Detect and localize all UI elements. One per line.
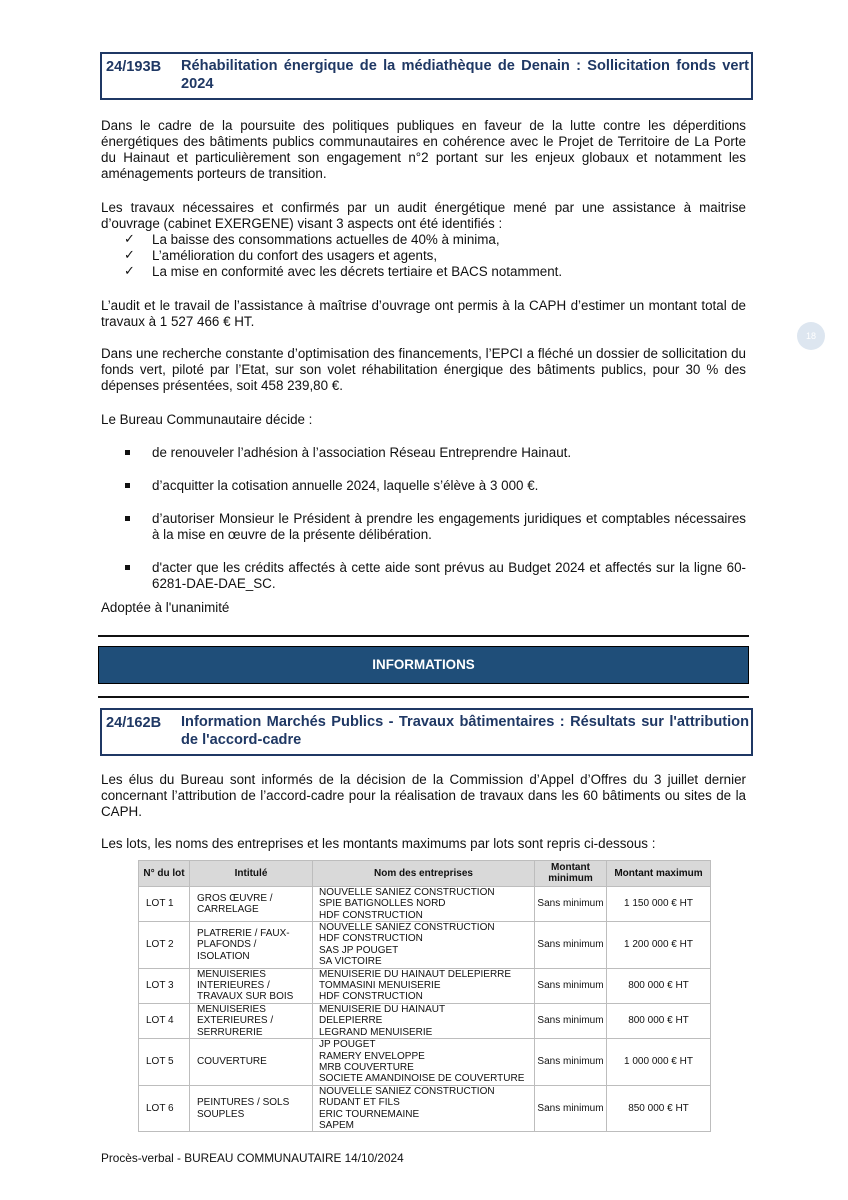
company-name: NOUVELLE SANIEZ CONSTRUCTION [319,1085,495,1097]
table-row [139,1085,711,1132]
section-title-box [100,52,753,100]
max-amount-cell: 1 150 000 € HT [607,886,711,921]
paragraph: Les lots, les noms des entreprises et les montants maximums par lots sont repris ci-dessous : [101,836,656,851]
bullet-icon [125,450,130,455]
title-cell: COUVERTURE [190,1039,313,1086]
max-amount-cell: 800 000 € HT [607,968,711,1003]
company-name: SA VICTOIRE [319,956,382,968]
page-footer: Procès-verbal - BUREAU COMMUNAUTAIRE 14/10/2024 [101,1151,404,1165]
min-amount-cell: Sans minimum [535,1039,607,1086]
title-cell: PLATRERIE / FAUX-PLAFONDS / ISOLATION [190,922,313,969]
company-name: RUDANT ET FILS [319,1097,400,1109]
decision-intro: Le Bureau Communautaire décide : [101,412,313,427]
lot-cell: LOT 4 [139,1003,190,1038]
companies-cell [313,922,535,969]
company-name: HDF CONSTRUCTION [319,909,423,921]
table-body [139,886,711,1132]
bullet-icon [125,483,130,488]
max-amount-cell: 800 000 € HT [607,1003,711,1038]
table-row [139,1003,711,1038]
company-name: TOMMASINI MENUISERIE [319,980,441,992]
max-amount-cell: 850 000 € HT [607,1085,711,1132]
checklist [122,232,742,280]
column-header: Nom des entreprises [313,861,535,887]
company-name: MRB COUVERTURE [319,1061,414,1073]
lot-cell: LOT 1 [139,886,190,921]
min-amount-cell: Sans minimum [535,922,607,969]
company-name: MENUISERIE DU HAINAUT DELEPIERRE [319,968,512,980]
list-item: ✓ La mise en conformité avec les décrets tertiaire et BACS notamment. [124,264,563,279]
companies-cell [313,968,535,1003]
section-banner: INFORMATIONS [98,646,749,684]
min-amount-cell: Sans minimum [535,968,607,1003]
list-item: d'acter que les crédits affectés à cette aide sont prévus au Budget 2024 et affectés sur la ligne 60-6281-DAE-DAE_SC. [120,560,746,592]
company-name: SAPEM [319,1119,355,1131]
section-title-box [100,708,753,756]
paragraph: Dans le cadre de la poursuite des politiques publiques en faveur de la lutte contre les déperditions énergétiques des bâtiments publics communautaires en cohérence avec le Projet de Territoire de La Porte du Hainaut et particulièrement son engagement n°2 portant sur les enjeux globaux et notamment les aménagements porteurs de transition. [101,118,746,181]
lot-cell: LOT 5 [139,1039,190,1086]
column-header: Montant maximum [607,861,711,887]
company-name: JP POUGET [319,1039,376,1051]
table-row [139,886,711,921]
company-name: NOUVELLE SANIEZ CONSTRUCTION [319,886,495,898]
deliberation-number: 24/193B [106,59,162,75]
companies-cell [313,886,535,921]
list-item: d’autoriser Monsieur le Président à prendre les engagements juridiques et comptables nécessaires à la mise en œuvre de la présente délibération. [120,511,746,543]
check-icon: ✓ [124,232,135,247]
check-icon: ✓ [124,248,135,263]
company-name: HDF CONSTRUCTION [319,933,423,945]
paragraph: Dans une recherche constante d’optimisation des financements, l’EPCI a fléché un dossier de sollicitation du fonds vert, piloté par l’Etat, sur son volet réhabilitation énergique des bâtiments publics, pour 30 % des dépenses présentées, soit 458 239,80 €. [101,346,746,393]
lots-table [138,860,711,1132]
table-header-row [139,861,711,887]
company-name: MENUISERIE DU HAINAUT [319,1003,446,1015]
title-cell: PEINTURES / SOLS SOUPLES [190,1085,313,1132]
title-cell: MENUISERIES INTERIEURES / TRAVAUX SUR BOIS [190,968,313,1003]
company-name: RAMERY ENVELOPPE [319,1050,425,1062]
companies-cell [313,1039,535,1086]
paragraph: Les travaux nécessaires et confirmés par un audit énergétique mené par une assistance à maitrise d’ouvrage (cabinet EXERGENE) visant 3 aspects ont été identifiés : [101,200,746,231]
table-row [139,922,711,969]
companies-cell [313,1003,535,1038]
deliberation-title: Réhabilitation énergique de la médiathèque de Denain : Sollicitation fonds vert 2024 [181,58,749,92]
company-name: SOCIETE AMANDINOISE DE COUVERTURE [319,1073,525,1085]
lot-cell: LOT 3 [139,968,190,1003]
table-row [139,1039,711,1086]
bullet-icon [125,565,130,570]
adopted-note: Adoptée à l'unanimité [101,600,230,615]
check-icon: ✓ [124,264,135,279]
company-name: LEGRAND MENUISERIE [319,1026,433,1038]
lot-cell: LOT 6 [139,1085,190,1132]
company-name: DELEPIERRE [319,1015,383,1027]
title-cell: MENUISERIES EXTERIEURES / SERRURERIE [190,1003,313,1038]
column-header: N° du lot [139,861,190,887]
list-item: ✓ L’amélioration du confort des usagers et agents, [124,248,438,263]
list-item: d’acquitter la cotisation annuelle 2024, laquelle s’élève à 3 000 €. [120,478,746,494]
page-badge: 18 [797,322,825,350]
paragraph: L’audit et le travail de l’assistance à maîtrise d’ouvrage ont permis à la CAPH d’estimer un montant total de travaux à 1 527 466 € HT. [101,298,746,329]
column-header: Intitulé [190,861,313,887]
max-amount-cell: 1 000 000 € HT [607,1039,711,1086]
column-header: Montant minimum [535,861,607,887]
company-name: ERIC TOURNEMAINE [319,1108,420,1120]
companies-cell [313,1085,535,1132]
divider [98,696,749,698]
lot-cell: LOT 2 [139,922,190,969]
deliberation-number: 24/162B [106,715,162,731]
company-name: SAS JP POUGET [319,944,399,956]
min-amount-cell: Sans minimum [535,886,607,921]
company-name: HDF CONSTRUCTION [319,991,423,1003]
list-item: de renouveler l’adhésion à l’association Réseau Entreprendre Hainaut. [120,445,746,461]
company-name: NOUVELLE SANIEZ CONSTRUCTION [319,922,495,934]
deliberation-title: Information Marchés Publics - Travaux bâtimentaires : Résultats sur l'attribution de l'accord-cadre [181,714,749,748]
max-amount-cell: 1 200 000 € HT [607,922,711,969]
paragraph: Les élus du Bureau sont informés de la décision de la Commission d’Appel d’Offres du 3 juillet dernier concernant l’attribution de l’accord-cadre pour la réalisation de travaux dans les 60 bâtiments ou sites de la CAPH. [101,772,746,819]
min-amount-cell: Sans minimum [535,1085,607,1132]
title-cell: GROS ŒUVRE / CARRELAGE [190,886,313,921]
bullet-icon [125,516,130,521]
table-row [139,968,711,1003]
list-item: ✓ La baisse des consommations actuelles de 40% à minima, [124,232,500,247]
min-amount-cell: Sans minimum [535,1003,607,1038]
company-name: SPIE BATIGNOLLES NORD [319,898,446,910]
divider [98,635,749,637]
